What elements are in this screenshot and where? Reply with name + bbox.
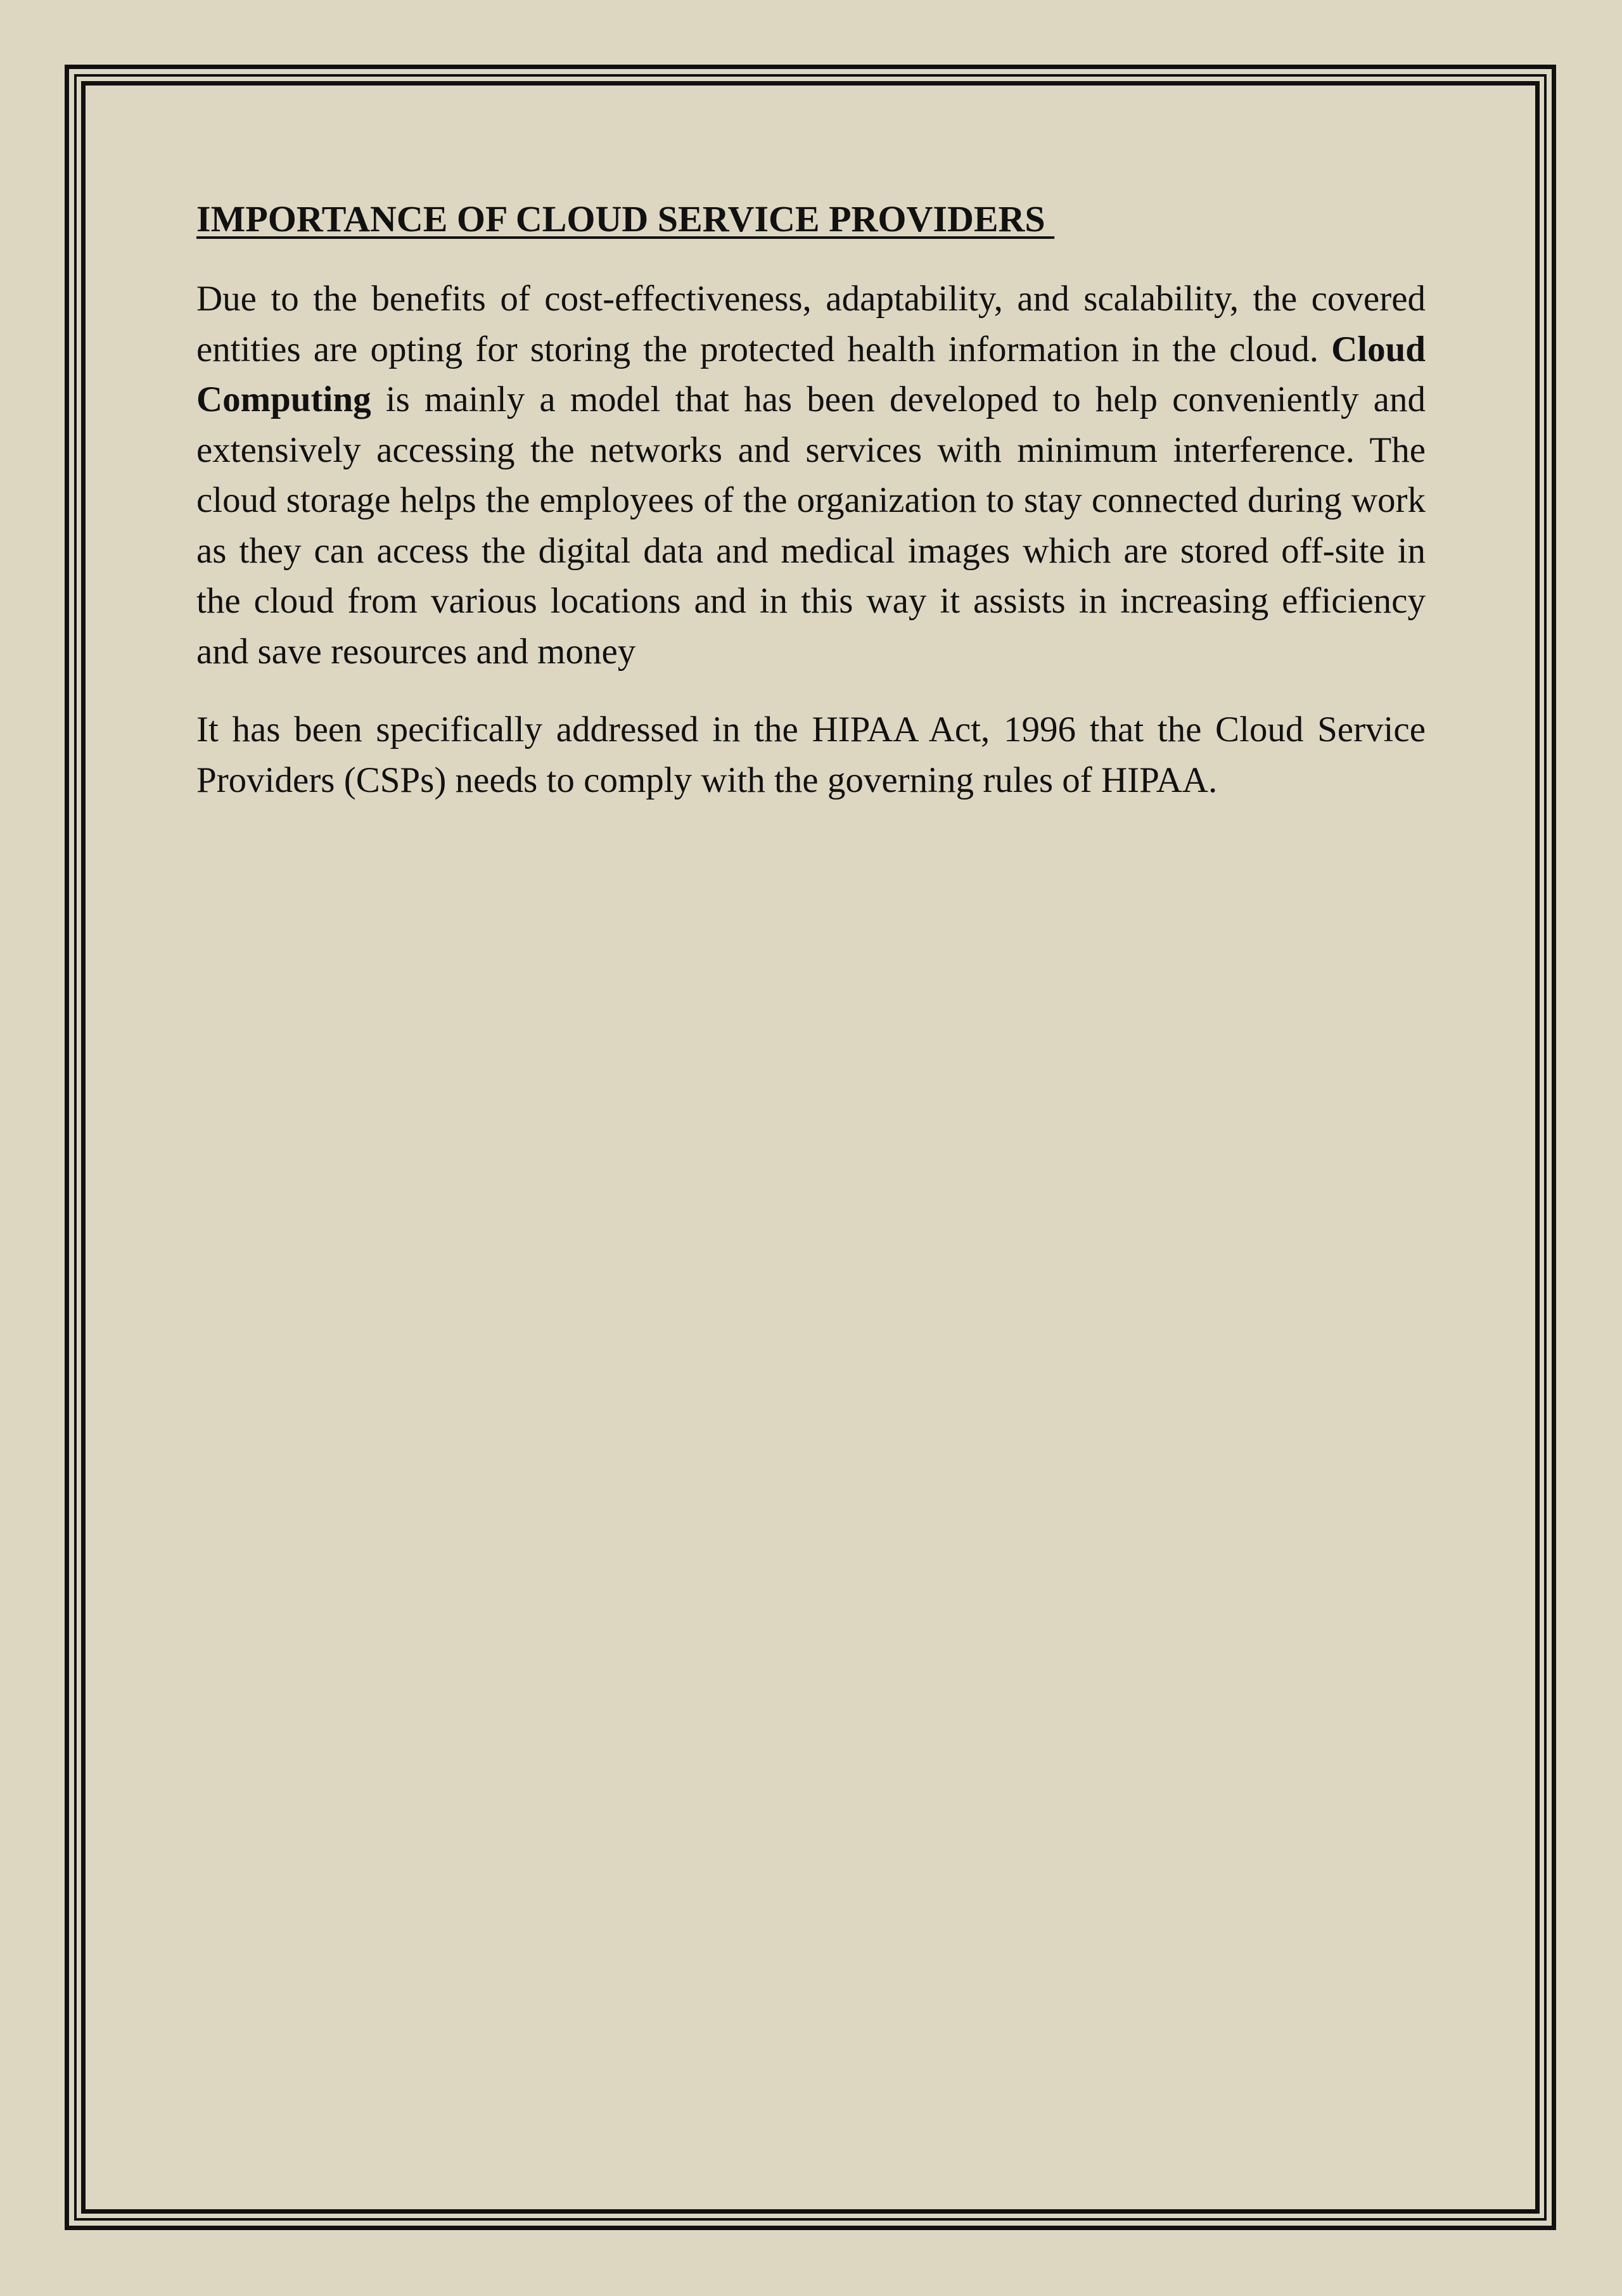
paragraph-hipaa: It has been specifically addressed in the HIPAA Act, 1996 that the Cloud Service Providers (CSPs) needs to comply with the governing rules of HIPAA. [196,710,1426,800]
cloud-computing-term: Cloud Computing [196,329,1426,419]
paragraph-text-end: is mainly a model that has been developed to help conveniently and extensively accessing the networks and services with minimum interference. The cloud storage helps the employees of the organization to stay connected during work as they can access the digital data and medical images which are stored off-site in the cloud from various locations and in this way it assists in increasing efficiency and save resources and money [196,379,1426,672]
document-body [196,190,1426,833]
paragraph-text-start: Due to the benefits of cost-effectiveness, adaptability, and scalability, the covered entities are opting for storing the protected health information in the cloud. [196,279,1426,369]
paragraph-cloud-benefits [196,274,1426,677]
section-heading: IMPORTANCE OF CLOUD SERVICE PROVIDERS [196,198,1055,239]
